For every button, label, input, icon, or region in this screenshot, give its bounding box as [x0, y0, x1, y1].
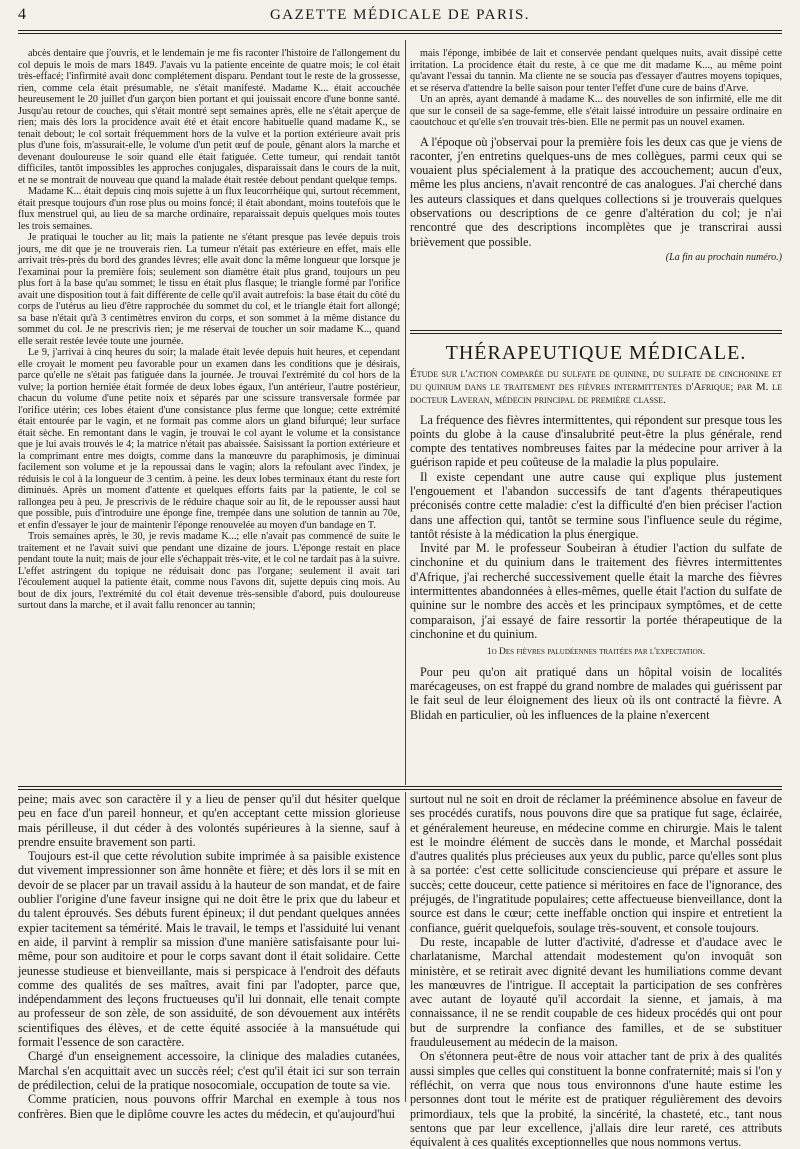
- paragraph: Madame K... était depuis cinq mois sujette à un flux leucorrhéique qui, surtout récemment, était presque toujours d'un rose plus ou moins foncé; il était abondant, moins toutefois que le flux menstruel qui, au lieu de sa marche ordinaire, reparaissait depuis quelques mois toutes les trois semaines.: [18, 186, 400, 232]
- header-rule-2: [18, 33, 782, 34]
- header-rule: [18, 30, 782, 31]
- paragraph: Du reste, incapable de lutter d'activité, d'adresse et d'audace avec le charlatanisme, Marchal attendait modestement qu'on invoquât son ministère, et se retirait avec dignité devant les humiliations comme devant les manœuvres de l'intrigue. Il acceptait la participation de ses confrères avec autant de loyauté qu'il accordait la sienne, et jamais, à ma connaissance, il ne se rendit coupable de ces hideux procédés qui ont pour but de surprendre la confiance des familles, et de se substituer frauduleusement au médecin de la maison.: [410, 934, 782, 1050]
- section-rule: [410, 330, 782, 331]
- article-column-right-continuation: [410, 48, 782, 326]
- to-be-continued-note: (La fin au prochain numéro.): [665, 251, 782, 263]
- page-number: 4: [18, 6, 26, 23]
- article-subtitle: Étude sur l'action comparée du sulfate de quinine, du sulfate de cinchonine et du quinium dans le traitement des fièvres intermittentes d'Afrique; par M. le docteur Laveran, médecin principal de première classe.: [410, 367, 782, 406]
- feuilleton-column-right: [410, 792, 782, 1149]
- journal-title: GAZETTE MÉDICALE DE PARIS.: [269, 7, 531, 23]
- paragraph: La fréquence des fièvres intermittentes, qui répondent sur presque tous les points du globe à la cause d'insalubrité peut-être la plus générale, rend compte des tentatives nombreuses faites par la médecine pour arriver à la guérison rapide et peu coûteuse de la maladie la plus populaire.: [410, 412, 782, 470]
- feuilleton-rule: [18, 786, 782, 787]
- paragraph: Chargé d'un enseignement accessoire, la clinique des maladies cutanées, Marchal s'en acquittait avec un succès réel; c'est qu'il était ici sur son terrain de prédilection, celui de la pratique nosocomiale, occupation de toute sa vie.: [18, 1049, 400, 1092]
- paragraph: Le 9, j'arrivai à cinq heures du soir; la malade était levée depuis huit heures, et cependant elle croyait le moment peu favorable pour un examen dans les conditions que je désirais, parce qu'elle ne s'était pas fatiguée dans la journée. Je trouvai l'extrémité du col hors de la vulve; la portion herniée était formée de deux lobes égaux, l'un antérieur, l'autre postérieur, chacun du volume d'une petite noix et séparés par une scissure transversale formée par l'orifice utérin; ces lobes étaient d'une consistance plus ferme que longue; cette extrémité était entourée par le vagin, et ne formait pas comme alors un gland bifurqué; leur surface était sèche. En remontant dans le vagin, je trouvai le col ayant le volume et la consistance que je lui avais trouvés le 4; la matrice n'était pas abaissée. Saisissant la portion extérieure et la comprimant entre mes doigts, comme dans la manœuvre du paraphimosis, je diminuai facilement son volume et je la repoussai dans le vagin; alors la refoulant avec l'index, je réduisis le col à la longueur de 3 centim. à peine. les deux lobes terminaux étant du reste fort diminués. Après un moment d'attente et quelques efforts faits par la patiente, le col se rallongea peu à peu. Je prescrivis de le réduire chaque soir au lit, de le repousser aussi haut que possible, puis d'introduire une éponge fine, trempée dans une solution de tannin au 70e, et enfin d'essayer le jour de maintenir l'éponge renouvelée au moyen d'un bandage en T.: [18, 347, 400, 531]
- column-divider-bottom: [405, 792, 406, 1102]
- paragraph: mais l'éponge, imbibée de lait et conservée pendant quelques nuits, avait dissipé cette irritation. La procidence était du reste, à ce que me dit madame K..., au même point qu'avant l'essai du tannin. Ma cliente ne se soucia pas d'essayer d'autres moyens topiques, et se réserva d'attendre la belle saison pour tenter l'effet d'une cure de bains d'Arve.: [410, 48, 782, 94]
- feuilleton-column-left: [18, 792, 400, 1121]
- paragraph: Il existe cependant une autre cause qui explique plus justement l'engouement et l'abandon successifs de tant d'agents thérapeutiques préconisés contre cette maladie: c'est la difficulté d'en bien préciser l'action dans une affection qui, tantôt se termine sous l'influence seule du régime, tantôt résiste à la médication la plus énergique.: [410, 469, 782, 541]
- paragraph: Toujours est-il que cette révolution subite imprimée à sa paisible existence dut vivement impressionner son âme honnête et fière; et dès lors il se mit en devoir de se placer par un travail assidu à la hauteur de son mandat, et de faire oublier l'origine d'une faveur insigne qui ne doit être le prix que du labeur et du talent éprouvés. Ses débuts furent épineux; il dut pendant quelques années expier tacitement sa témérité. Mais le travail, le temps et l'assiduité lui venant en aide, il parvint à remplir sa mission d'une manière satisfaisante pour lui-même, pour son auditoire et pour le corps savant dont il était solidaire. Cette jeunesse studieuse et bienveillante, mais si perspicace à l'endroit des défauts comme des qualités de ses maîtres, avait fini par l'adopter, parce que, indépendamment des leçons fructueuses qu'il lui donnait, elle tenait compte au professeur de son zèle, de son assiduité, de son dévouement aux intérêts scientifiques des élèves, et de cette équité associée à la mansuétude qui formait l'essence de son caractère.: [18, 849, 400, 1050]
- paragraph: Je pratiquai le toucher au lit; mais la patiente ne s'étant presque pas levée depuis trois jours, me dit que je ne trouverais rien. La tumeur n'était pas extérieure en effet, mais elle arrivait très-près du bord des grandes lèvres; elle avait donc la même longueur que lorsque je l'examinai pour la première fois; seulement son diamètre était plus grand, toujours un peu plus fort à la base qu'au sommet; le tissu en était plus flasque; le triangle formé par l'orifice avait une disposition tout à fait différente de celle qu'il avait autrefois: la base était du côté du corps de l'utérus au lieu d'être rapprochée du sommet du col, et le triangle était fort allongé; sa base n'était qu'à 3 centimètres environ du corps, et son sommet à la même distance du sommet du col. Je ne prescrivis rien; je me réservai de toucher un soir madame K.., quand elle serait restée levée toute une journée.: [18, 232, 400, 347]
- section-rule-2: [410, 333, 782, 334]
- therapeutics-article: [410, 340, 782, 780]
- page-header: [18, 6, 782, 28]
- column-divider-top: [405, 40, 406, 785]
- paragraph: abcès dentaire que j'ouvris, et le lendemain je me fis raconter l'histoire de l'allongement du col depuis le mois de mars 1849. J'avais vu la patiente enceinte de quatre mois; le col était très-effacé; l'infirmité avait donc complétement disparu. Pendant tout le reste de la grossesse, rien, comme cela était présumable, ne s'était manifesté. Madame K... était accouchée heureusement le 20 juillet d'un garçon bien portant et qui jouissait encore d'une bonne santé. Jusqu'au retour de couches, qui s'était montré sept semaines après, elle ne s'était aperçue de rien; mais dès lors la procidence avait été et était encore habituelle quand madame K., se tenait debout; le col sortait fréquemment hors de la vulve et la portion extérieure avait pris plus d'une fois, m'assurait-elle, le volume d'un petit œuf de poule, gênant alors la marche et devenant douloureuse le soir quand elle était fatiguée. Cette tumeur, qui rendait tantôt difficiles, tantôt impossibles les approches conjugales, disparaissait dans le cours de la nuit, et ne se montrait de nouveau que quand la malade était restée debout pendant quelque temps.: [18, 48, 400, 186]
- paragraph: Invité par M. le professeur Soubeiran à étudier l'action du sulfate de cinchonine et du quinium dans le traitement des fièvres intermittentes d'Afrique, j'ai recherché successivement quelle était la marche des fièvres intermittentes abandonnées à elles-mêmes, quelle était l'action du sulfate de quinine sur le nombre des accès et les principaux symptômes, et de cette comparaison, j'ai essayé de faire ressortir la portée thérapeutique de la cinchonine et du quinium.: [410, 541, 782, 641]
- paragraph: surtout nul ne soit en droit de réclamer la prééminence absolue en faveur de ses procédés curatifs, nous pouvons dire que sa pratique fut sage, éclairée, et généralement heureuse, en médecine comme en chirurgie. Mais le talent est le moindre élément de succès dans le monde, et Marchal possédait d'autres qualités plus précieuses aux yeux du public, parce qu'elles sont plus à sa portée: c'est cette sollicitude consciencieuse qui prépare et assure le succès; cette douceur, cette patience si méritoires en face de l'ignorance, des préjugés, de l'ingratitude populaires; cette affectueuse bienveillance, dont la source est dans le cœur; cette ineffable onction qui inspire et entretient la confiance, guérit quelquefois, soulage très-souvent, et console toujours.: [410, 792, 782, 935]
- article-column-left: [18, 48, 400, 786]
- paragraph: Un an après, ayant demandé à madame K... des nouvelles de son infirmité, elle me dit que sur le conseil de sa sage-femme, elle s'était laissé introduire un pessaire ordinaire en caoutchouc et qu'elle s'en trouvait très-bien. Elle ne permit pas un nouvel examen.: [410, 94, 782, 128]
- paragraph: Pour peu qu'on ait pratiqué dans un hôpital voisin de localités marécageuses, on est frappé du grand nombre de malades qui guérissent par le fait seul de leur éloignement des lieux où ils ont contracté la fièvre. A Blidah en particulier, où les influences de la plaine n'exercent: [410, 664, 782, 722]
- paragraph: peine; mais avec son caractère il y a lieu de penser qu'il dut hésiter quelque peu en face d'un pareil honneur, et qu'en acceptant cette mission glorieuse mais périlleuse, il dut céder à des volontés supérieures à la sienne, sauf à prendre ensuite bravement son parti.: [18, 792, 400, 849]
- paragraph: A l'époque où j'observai pour la première fois les deux cas que je viens de raconter, j'en entretins quelques-uns de mes collègues, parmi ceux qui se vouaient plus spécialement à la pratique des accouchement; aucun d'eux, même les plus anciens, n'avait rencontré de cas analogues. J'ai cherché dans les auteurs classiques et dans quelques collections si je trouverais quelques observations ou descriptions de ce genre d'altération du col; je n'ai rencontré que des descriptions incomplètes que je transcrirai aussi brièvement que possible.: [410, 134, 782, 249]
- paragraph: Comme praticien, nous pouvons offrir Marchal en exemple à tous nos confrères. Bien que le diplôme couvre les actes du médecin, et qu'aujourd'hui: [18, 1092, 400, 1121]
- subsection-heading: 1o Des fièvres paludéennes traitées par l'expectation.: [486, 647, 706, 658]
- paragraph: On s'étonnera peut-être de nous voir attacher tant de prix à des qualités aussi simples que celles qui constituent la bonne confraternité; mais si l'on y réfléchit, on verra que nous tous environnons d'une haute estime les personnes dont tout le mérite est de pratiquer régulièrement des devoirs primordiaux, tels que la probité, la sincérité, la chasteté, etc., tant nous sentons que par leur excellence, j'allais dire leur rareté, ces attributs équivalent à ces qualités exceptionnelles que nous nommons vertus.: [410, 1049, 782, 1149]
- feuilleton-rule-2: [18, 789, 782, 790]
- section-title: THÉRAPEUTIQUE MÉDICALE.: [445, 342, 747, 364]
- paragraph: Trois semaines après, le 30, je revis madame K...; elle n'avait pas commencé de suite le traitement et ne l'avait suivi que pendant une dizaine de jours. L'éponge restait en place pendant toute la nuit; mais de jour elle s'échappait très-vite, et le col ne tardait pas à la suivre. L'effet astringent du topique ne réduisait donc pas l'organe; seulement il avait tari l'écoulement auquel la patiente était, comme nous l'avons dit, sujette depuis cinq mois. Au bout de dix jours, l'extrémité du col était devenue très-sensible d'abord, puis douloureuse surtout dans la marche, et il avait fallu renoncer au tannin;: [18, 531, 400, 611]
